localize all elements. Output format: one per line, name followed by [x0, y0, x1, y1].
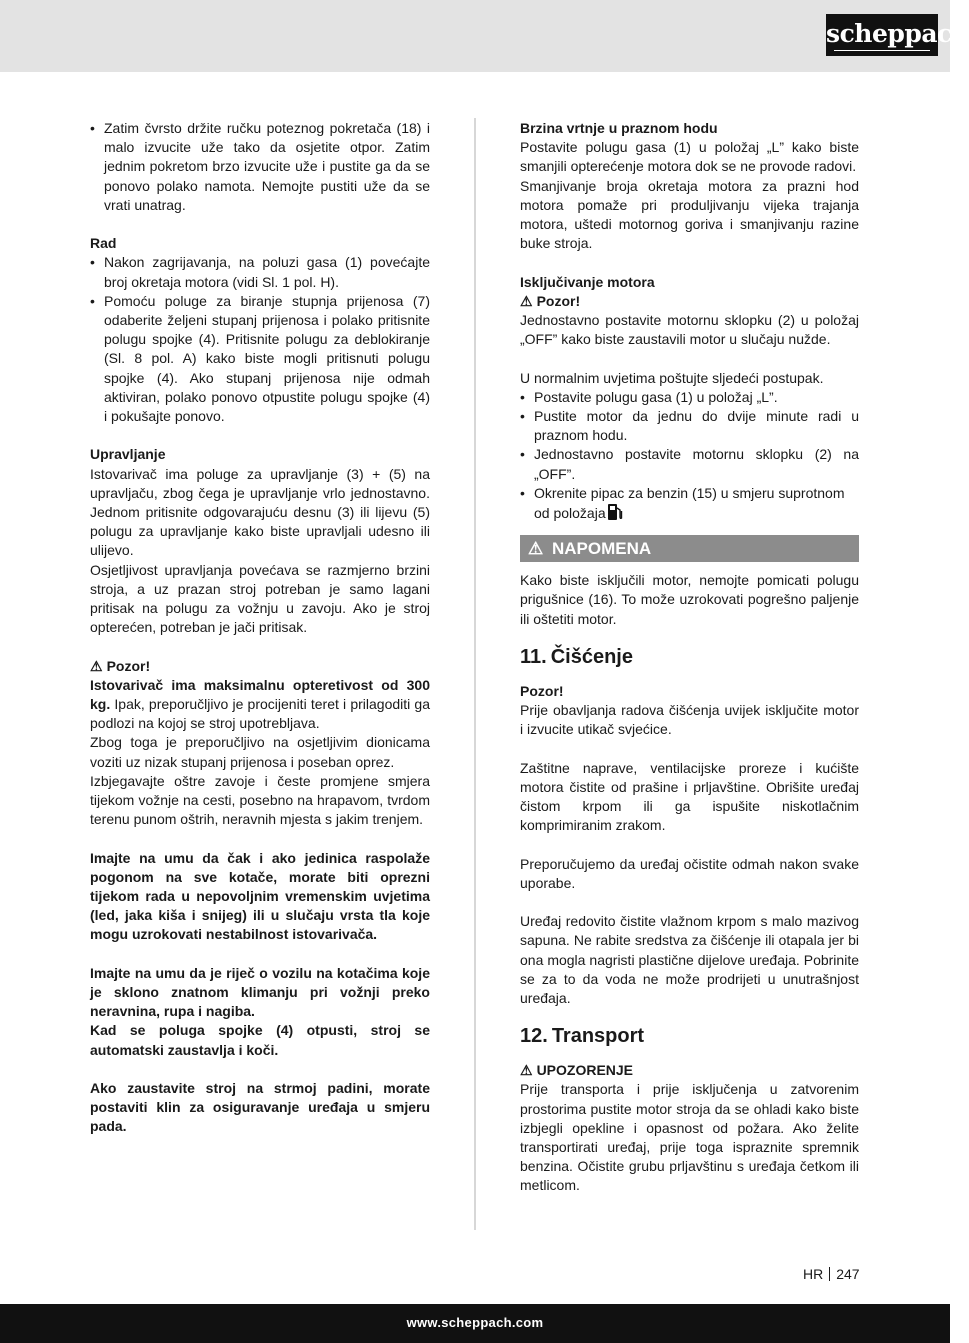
paragraph: Postavite polugu gasa (1) u položaj „L” kako biste smanjili opterećenje motora dok se ne provode radovi. [520, 139, 859, 175]
caution-heading [520, 292, 859, 311]
paragraph-text: Ipak, preporučljivo je procijeniti teret i prilagoditi ga podlozi na kojoj se stroj upotrebljava. [90, 696, 430, 732]
section-heading-rad: Rad [90, 235, 117, 252]
bold-paragraph: Imajte na umu da je riječ o vozilu na kotačima koje je sklono znatnom klimanju pri vožnji preko neravnina, rupa i nagiba. [90, 964, 430, 1020]
paragraph: U normalnim uvjetima poštujte sljedeći postupak. [520, 369, 824, 386]
list-item: • Jednostavno postavite motornu sklopku (2) na „OFF”. [520, 445, 859, 483]
paragraph: Zbog toga je preporučljivo na osjetljivim dionicama voziti uz nizak stupanj prijenosa i poseban oprez. [90, 734, 430, 770]
caution-label: Pozor! [536, 292, 581, 309]
paragraph: Prije transporta i prije isključenja u zatvorenim prostorima pustite motor stroja da se ohladi kako biste izbjegli opekline i opasnost od požara. Ako želite transportirati uređaj, prije toga ispraznite spremnik benzina. Očistite grubu prljavštinu s uređaja četkom ili metlicom. [520, 1081, 859, 1194]
section-number: 12. [520, 1025, 548, 1048]
note-label: NAPOMENA [551, 539, 652, 559]
warning-icon: ⚠ [90, 657, 103, 674]
section-number: 11. [520, 645, 547, 668]
logo-text: scheppach [826, 19, 969, 48]
caution-heading [90, 657, 430, 676]
paragraph: Preporučujemo da uređaj očistite odmah nakon svake uporabe. [520, 855, 859, 891]
section-title-text: Transport [551, 1025, 645, 1048]
rad-list [90, 253, 430, 426]
logo-underline [834, 50, 930, 51]
caution-label: Pozor! [520, 682, 564, 699]
bold-paragraph: Ako zaustavite stroj na strmoj padini, morate postaviti klin za osiguravanje uređaja u smjeru pada. [90, 1080, 430, 1135]
paragraph: Prije obavljanja radova čišćenja uvijek isključite motor i izvucite utikač svjećice. [520, 702, 859, 738]
website-link[interactable]: www.scheppach.com [406, 1315, 544, 1330]
warning-icon: ⚠ [520, 292, 533, 309]
warning-label: UPOZORENJE [536, 1062, 634, 1079]
warning-heading [520, 1061, 859, 1080]
bold-text: Istovarivač ima maksimalnu opteretivost od 300 kg. [90, 676, 430, 713]
section-heading-idle: Brzina vrtnje u praznom hodu [520, 120, 718, 136]
section-heading-engine-off: Isključivanje motora [520, 273, 655, 290]
paragraph: Istovarivač ima poluge za upravljanje (3) + (5) na upravljaču, zbog čega je upravljanje vrlo jednostavno. Jednom pritisnite odgovarajuću desnu (3) ili lijevu (5) polugu za upravljanje kako biste upravljali udesno ili ulijevo. [90, 465, 430, 559]
paragraph: Osjetljivost upravljanja povećava se razmjerno brzini stroja, a uz prazan stroj potreban je samo lagani pritisak na polugu za vožnju u zavoju. Ako je stroj opterećen, potreban je jači pritisak. [90, 561, 430, 636]
list-item-text: Okrenite pipac za benzin (15) u smjeru suprotnom od položaja [534, 484, 845, 522]
page-number-value: 247 [836, 1266, 860, 1282]
engine-off-list [520, 388, 859, 523]
paragraph: Smanjivanje broja okretaja motora za prazni hod motora pomaže pri produljivanju vijeka trajanja motora, uštedi motornog goriva i smanjivanju razine buke stroja. [520, 177, 859, 252]
paragraph [90, 676, 430, 734]
header-bar [0, 0, 950, 72]
list-item [520, 484, 859, 523]
section-title-transport [520, 1023, 859, 1049]
list-item: • Pomoću poluge za biranje stupnja prijenosa (7) odaberite željeni stupanj prijenosa i polako pritisnite polugu spojke (4). Pritisnite polugu za deblokiranje (Sl. 8 pol. A) kako biste mogli pritisnuti polugu spojke (4). Ako stupanj prijenosa nije odmah aktiviran, polako ponovo otpustite polugu spojke (4) i pokušajte ponovo. [90, 292, 430, 426]
bold-paragraph: Imajte na umu da čak i ako jedinica raspolaže pogonom na sve kotače, morate biti oprezni tijekom rada u nepovoljnim vremenskim uvjetima (led, jaka kiša i snijeg) ili u slučaju vrsta tla koje mogu uzrokovati nestabilnost istovarivača. [90, 849, 430, 943]
brand-logo [826, 14, 969, 56]
paragraph: Uređaj redovito čistite vlažnom krpom s malo mazivog sapuna. Ne rabite sredstva za čišćenje ili otapala jer bi ona mogla nagristi plastične dijelove uređaja. Pobrinite se za to da voda ne može prodrijeti u unutrašnjost uređaja. [520, 913, 859, 1007]
bold-paragraph: Kad se poluga spojke (4) otpusti, stroj se automatski zaustavlja i koči. [90, 1022, 430, 1058]
page-separator [829, 1267, 830, 1281]
language-code: HR [803, 1266, 824, 1282]
page-number [803, 1265, 860, 1283]
list-item: • Postavite polugu gasa (1) u položaj „L”. [520, 388, 859, 407]
paragraph: Kako biste isključili motor, nemojte pomicati polugu prigušnice (16). To može uzrokovati pogrešno paljenje ili oštetiti motor. [520, 572, 859, 627]
left-column [90, 119, 430, 1137]
section-title-text: Čišćenje [550, 645, 633, 668]
paragraph: Izbjegavajte oštre zavoje i česte promjene smjera tijekom vožnje na cesti, posebno na hrapavom, tvrdom terenu punom oštrih, neravnih mjesta s jakim trenjem. [90, 772, 430, 828]
paragraph: Zaštitne naprave, ventilacijske proreze i kućište motora čistite od prašine i prljavštine. Obrišite uređaj čistom krpom ili ga ispušite niskotlačnim komprimiranim zrakom. [520, 759, 859, 834]
caution-label: Pozor! [106, 657, 151, 674]
right-column [520, 119, 859, 1196]
list-item: • Pustite motor da jednu do dvije minute radi u praznom hodu. [520, 407, 859, 445]
list-item: • Nakon zagrijavanja, na poluzi gasa (1) povećajte broj okretaja motora (vidi Sl. 1 pol. H). [90, 253, 430, 291]
intro-list [90, 119, 430, 215]
column-divider [474, 118, 476, 1230]
paragraph: Jednostavno postavite motornu sklopku (2) u položaj „OFF” kako biste zaustavili motor u slučaju nužde. [520, 312, 859, 348]
warning-icon: ⚠ [528, 539, 544, 559]
warning-icon: ⚠ [520, 1062, 533, 1079]
section-heading-upravljanje: Upravljanje [90, 446, 166, 463]
fuel-pump-icon [607, 503, 623, 521]
list-item: • Zatim čvrsto držite ručku poteznog pokretača (18) i malo izvucite uže tako da osjetite otpor. Zatim jednim pokretom brzo izvucite uže i pustite ga da se ponovo polako namota. Nemojte pustiti uže da se vrati unatrag. [90, 119, 430, 215]
section-title-cleaning [520, 644, 859, 670]
note-banner [520, 535, 859, 562]
